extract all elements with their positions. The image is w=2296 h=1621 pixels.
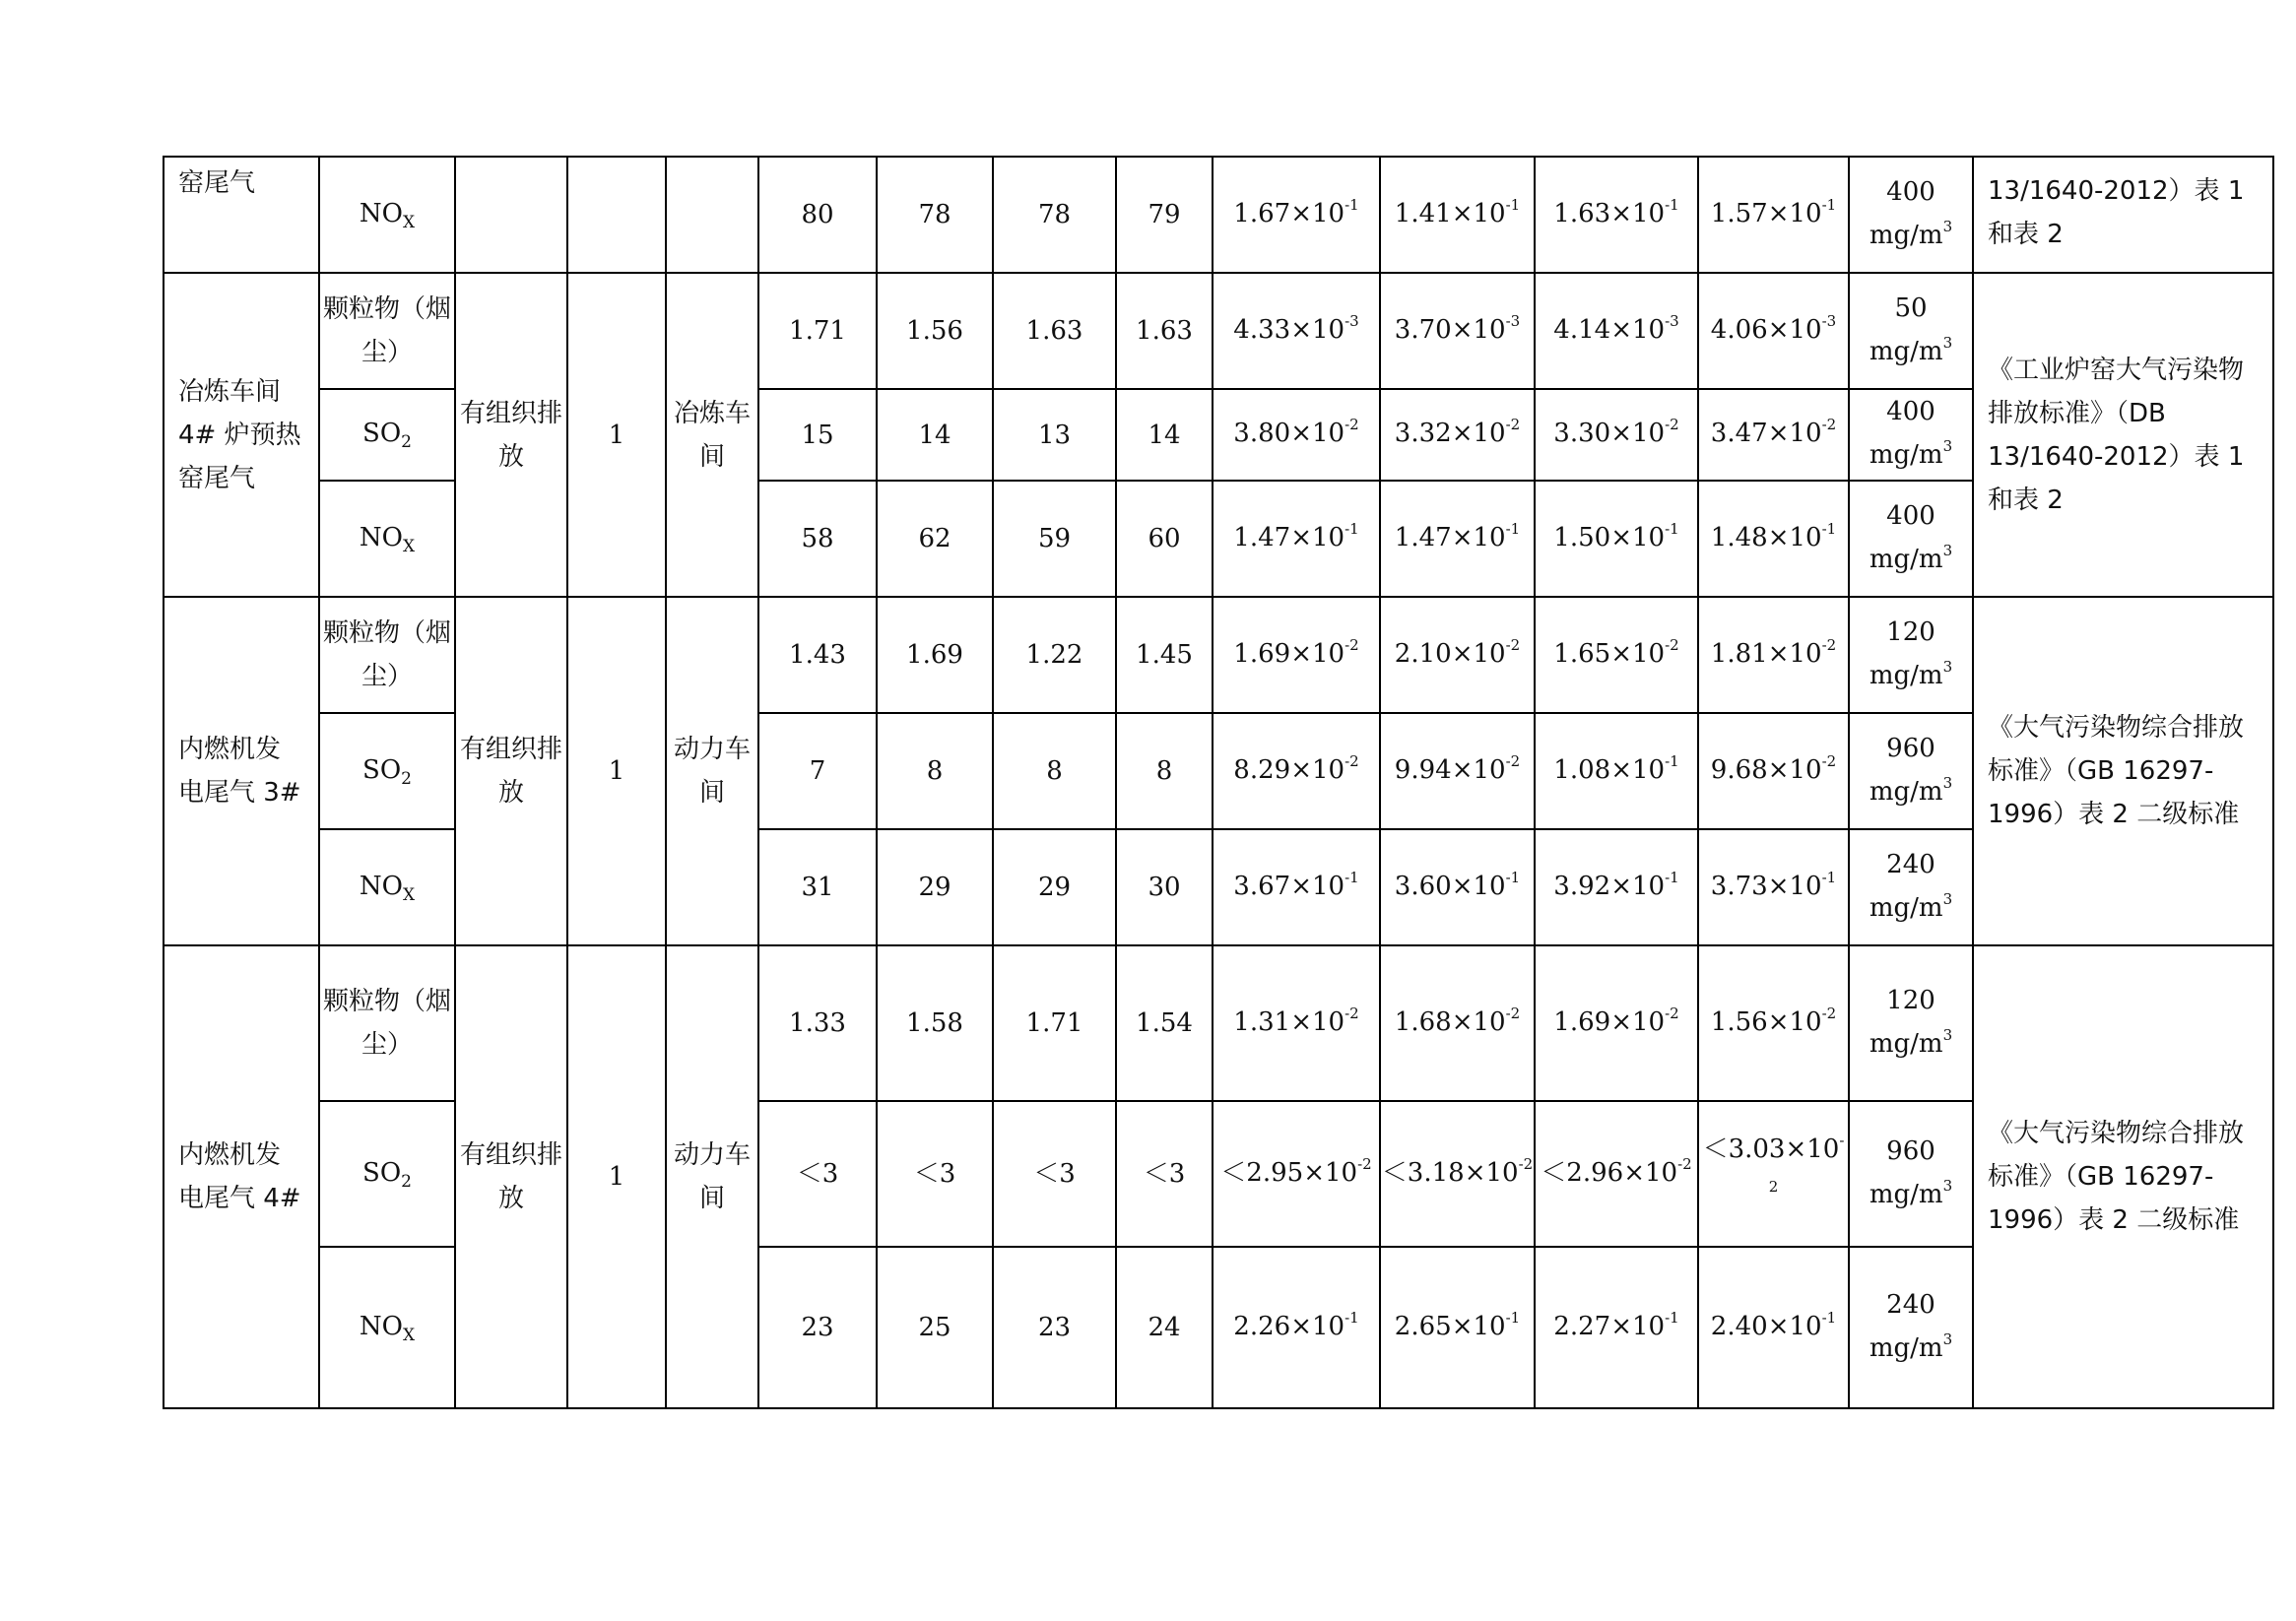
- rate-mantissa: 2.27×10: [1553, 1311, 1666, 1341]
- emission-rate-cell: [1698, 713, 1849, 829]
- emission-rate-cell: [1380, 1247, 1535, 1408]
- emission-rate-cell: [1380, 157, 1535, 273]
- pollutant-cell: [319, 1247, 455, 1408]
- concentration-cell: 1.71: [993, 945, 1116, 1101]
- pollutant-name: NO: [359, 522, 403, 552]
- rate-exponent: -1: [1821, 519, 1837, 538]
- pollutant-name: SO: [362, 1157, 402, 1188]
- emission-rate-cell: [1380, 945, 1535, 1101]
- concentration-cell: 8: [993, 713, 1116, 829]
- limit-cell: [1849, 273, 1973, 389]
- limit-value: 120: [1886, 616, 1935, 647]
- rate-exponent: -1: [1665, 751, 1679, 770]
- workshop-cell: 冶炼车间: [666, 273, 758, 597]
- rate-mantissa: 3.60×10: [1394, 871, 1506, 901]
- rate-mantissa: 1.48×10: [1710, 522, 1822, 552]
- rate-mantissa: 2.26×10: [1233, 1311, 1345, 1341]
- count-cell: 1: [567, 597, 666, 945]
- concentration-cell: 30: [1116, 829, 1213, 945]
- concentration-cell: 31: [758, 829, 877, 945]
- table-row: [164, 273, 2273, 389]
- pollutant-subscript: 2: [401, 768, 412, 789]
- concentration-cell: 14: [877, 389, 993, 481]
- emission-rate-cell: [1380, 273, 1535, 389]
- concentration-cell: 1.71: [758, 273, 877, 389]
- rate-mantissa: 9.68×10: [1710, 754, 1822, 785]
- emission-rate-cell: [1535, 481, 1698, 597]
- count-cell: 1: [567, 273, 666, 597]
- concentration-cell: 1.43: [758, 597, 877, 713]
- rate-exponent: -2: [1505, 751, 1521, 770]
- standard-cell: 13/1640-2012）表 1 和表 2: [1973, 157, 2273, 273]
- concentration-cell: 62: [877, 481, 993, 597]
- rate-exponent: -1: [1505, 868, 1521, 886]
- concentration-cell: 7: [758, 713, 877, 829]
- rate-exponent: -1: [1665, 195, 1679, 214]
- limit-cell: [1849, 829, 1973, 945]
- rate-exponent: -1: [1821, 195, 1837, 214]
- rate-exponent: -1: [1665, 1308, 1679, 1327]
- pollutant-cell: [319, 597, 455, 713]
- rate-mantissa: 1.69×10: [1553, 1006, 1666, 1037]
- limit-cell: [1849, 389, 1973, 481]
- rate-mantissa: 1.81×10: [1710, 638, 1822, 669]
- workshop-cell: 动力车间: [666, 945, 758, 1408]
- rate-exponent: -1: [1345, 868, 1359, 886]
- emission-source-cell: 窑尾气: [164, 157, 319, 273]
- rate-mantissa: 3.70×10: [1394, 314, 1506, 345]
- rate-exponent: -2: [1505, 416, 1521, 433]
- concentration-cell: 1.56: [877, 273, 993, 389]
- limit-unit: mg/m: [1869, 1179, 1943, 1209]
- rate-exponent: -2: [1345, 751, 1359, 770]
- rate-mantissa: 2.40×10: [1710, 1311, 1822, 1341]
- rate-mantissa: 1.57×10: [1710, 198, 1822, 228]
- workshop-cell: [666, 157, 758, 273]
- concentration-cell: 60: [1116, 481, 1213, 597]
- limit-cell: [1849, 597, 1973, 713]
- rate-exponent: -2: [1821, 635, 1837, 654]
- limit-unit: mg/m: [1869, 1332, 1943, 1363]
- limit-unit-exponent: 3: [1942, 1176, 1953, 1195]
- table-row: [164, 945, 2273, 1101]
- limit-value: 960: [1886, 733, 1935, 763]
- emission-rate-cell: [1698, 829, 1849, 945]
- pollutant-cell: [319, 157, 455, 273]
- concentration-cell: 29: [877, 829, 993, 945]
- limit-cell: [1849, 945, 1973, 1101]
- rate-mantissa: 1.68×10: [1394, 1006, 1506, 1037]
- emission-rate-cell: [1380, 829, 1535, 945]
- rate-mantissa: 3.80×10: [1233, 419, 1345, 448]
- rate-mantissa: 4.14×10: [1553, 314, 1666, 345]
- rate-mantissa: 1.31×10: [1233, 1006, 1345, 1037]
- rate-exponent: -3: [1345, 311, 1359, 330]
- pollutant-cell: [319, 713, 455, 829]
- concentration-cell: 14: [1116, 389, 1213, 481]
- emission-rate-cell: [1698, 597, 1849, 713]
- emission-rate-cell: [1380, 713, 1535, 829]
- concentration-cell: 23: [993, 1247, 1116, 1408]
- emission-rate-cell: [1380, 597, 1535, 713]
- limit-value: 400: [1886, 176, 1935, 207]
- limit-cell: [1849, 481, 1973, 597]
- pollutant-cell: [319, 829, 455, 945]
- limit-value: 960: [1886, 1135, 1935, 1166]
- method-cell: 有组织排放: [455, 273, 567, 597]
- emission-rate-cell: [1698, 389, 1849, 481]
- rate-exponent: -2: [1665, 416, 1679, 433]
- rate-mantissa: 8.29×10: [1233, 754, 1345, 785]
- concentration-cell: 1.69: [877, 597, 993, 713]
- rate-mantissa: 2.65×10: [1394, 1311, 1506, 1341]
- limit-unit-exponent: 3: [1942, 889, 1953, 908]
- rate-mantissa: ＜2.96×10: [1541, 1157, 1678, 1188]
- rate-exponent: -2: [1357, 1154, 1372, 1173]
- limit-value: 240: [1886, 849, 1935, 879]
- limit-unit-exponent: 3: [1942, 657, 1953, 676]
- rate-mantissa: 1.47×10: [1233, 522, 1345, 552]
- limit-cell: [1849, 713, 1973, 829]
- limit-unit: mg/m: [1869, 776, 1943, 807]
- emission-rate-cell: [1698, 273, 1849, 389]
- limit-unit-exponent: 3: [1942, 333, 1953, 352]
- emission-rate-cell: [1698, 1101, 1849, 1247]
- emission-rate-cell: [1535, 1101, 1698, 1247]
- rate-mantissa: ＜3.18×10: [1381, 1157, 1519, 1188]
- rate-exponent: -2: [1345, 635, 1359, 654]
- rate-exponent: -1: [1505, 195, 1521, 214]
- concentration-cell: 58: [758, 481, 877, 597]
- standard-cell: 《工业炉窑大气污染物排放标准》（DB 13/1640-2012）表 1 和表 2: [1973, 273, 2273, 597]
- emission-rate-cell: [1535, 157, 1698, 273]
- concentration-cell: 13: [993, 389, 1116, 481]
- rate-exponent: -2: [1665, 1004, 1679, 1022]
- rate-mantissa: 4.06×10: [1710, 314, 1822, 345]
- pollutant-name: 颗粒物（烟尘）: [322, 987, 451, 1060]
- limit-value: 240: [1886, 1289, 1935, 1320]
- rate-mantissa: 1.63×10: [1553, 198, 1666, 228]
- rate-mantissa: 1.47×10: [1394, 522, 1506, 552]
- emission-rate-cell: [1535, 945, 1698, 1101]
- emission-rate-cell: [1535, 1247, 1698, 1408]
- table-row: [164, 157, 2273, 273]
- emission-rate-cell: [1213, 1101, 1380, 1247]
- emission-rate-cell: [1698, 1247, 1849, 1408]
- rate-mantissa: 3.47×10: [1710, 419, 1822, 448]
- rate-mantissa: 3.32×10: [1394, 419, 1506, 448]
- pollutant-subscript: X: [402, 884, 416, 905]
- pollutant-cell: [319, 273, 455, 389]
- rate-exponent: -2: [1821, 1004, 1837, 1022]
- emission-source-cell: 冶炼车间 4# 炉预热窑尾气: [164, 273, 319, 597]
- rate-exponent: -2: [1345, 1004, 1359, 1022]
- rate-exponent: -2: [1677, 1154, 1692, 1173]
- count-cell: [567, 157, 666, 273]
- limit-unit: mg/m: [1869, 440, 1943, 470]
- rate-mantissa: 2.10×10: [1394, 638, 1506, 669]
- rate-exponent: -1: [1345, 195, 1359, 214]
- emission-rate-cell: [1535, 597, 1698, 713]
- concentration-cell: 15: [758, 389, 877, 481]
- pollutant-name: 颗粒物（烟尘）: [322, 618, 451, 691]
- concentration-cell: 1.33: [758, 945, 877, 1101]
- limit-unit: mg/m: [1869, 336, 1943, 366]
- concentration-cell: 29: [993, 829, 1116, 945]
- pollutant-cell: [319, 481, 455, 597]
- emission-rate-cell: [1213, 945, 1380, 1101]
- limit-unit-exponent: 3: [1942, 541, 1953, 559]
- concentration-cell: 23: [758, 1247, 877, 1408]
- limit-value: 120: [1886, 985, 1935, 1015]
- rate-exponent: -3: [1821, 311, 1837, 330]
- rate-exponent: -2: [1505, 635, 1521, 654]
- rate-mantissa: ＜2.95×10: [1220, 1157, 1358, 1188]
- count-cell: 1: [567, 945, 666, 1408]
- concentration-cell: 1.63: [993, 273, 1116, 389]
- pollutant-name: SO: [362, 419, 402, 448]
- concentration-cell: ＜3: [993, 1101, 1116, 1247]
- pollutant-name: NO: [359, 1311, 403, 1341]
- emission-monitoring-table: [163, 156, 2274, 1409]
- table-row: [164, 597, 2273, 713]
- limit-cell: [1849, 1101, 1973, 1247]
- concentration-cell: 8: [877, 713, 993, 829]
- rate-exponent: -1: [1821, 868, 1837, 886]
- limit-unit-exponent: 3: [1942, 437, 1953, 455]
- limit-unit: mg/m: [1869, 1028, 1943, 1059]
- method-cell: 有组织排放: [455, 945, 567, 1408]
- limit-unit-exponent: 3: [1942, 1329, 1953, 1348]
- rate-mantissa: 3.73×10: [1710, 871, 1822, 901]
- pollutant-cell: [319, 389, 455, 481]
- limit-unit-exponent: 3: [1942, 217, 1953, 235]
- concentration-cell: 1.45: [1116, 597, 1213, 713]
- emission-rate-cell: [1698, 481, 1849, 597]
- concentration-cell: 1.54: [1116, 945, 1213, 1101]
- emission-source-cell: 内燃机发电尾气 4#: [164, 945, 319, 1408]
- method-cell: 有组织排放: [455, 597, 567, 945]
- concentration-cell: 24: [1116, 1247, 1213, 1408]
- pollutant-cell: [319, 945, 455, 1101]
- standard-cell: 《大气污染物综合排放标准》（GB 16297-1996）表 2 二级标准: [1973, 945, 2273, 1408]
- limit-cell: [1849, 157, 1973, 273]
- rate-mantissa: 1.08×10: [1553, 754, 1666, 785]
- emission-rate-cell: [1213, 481, 1380, 597]
- rate-exponent: -1: [1345, 1308, 1359, 1327]
- concentration-cell: 59: [993, 481, 1116, 597]
- emission-rate-cell: [1213, 829, 1380, 945]
- concentration-cell: ＜3: [877, 1101, 993, 1247]
- rate-exponent: -3: [1505, 311, 1521, 330]
- concentration-cell: 1.63: [1116, 273, 1213, 389]
- rate-exponent: -1: [1505, 519, 1521, 538]
- rate-exponent: -1: [1345, 519, 1359, 538]
- limit-value: 400: [1886, 397, 1935, 426]
- pollutant-cell: [319, 1101, 455, 1247]
- emission-rate-cell: [1213, 713, 1380, 829]
- limit-unit-exponent: 3: [1942, 1025, 1953, 1044]
- concentration-cell: 79: [1116, 157, 1213, 273]
- emission-rate-cell: [1698, 945, 1849, 1101]
- concentration-cell: 78: [993, 157, 1116, 273]
- rate-exponent: -2: [1505, 1004, 1521, 1022]
- pollutant-subscript: X: [402, 1325, 416, 1345]
- rate-exponent: -2: [1518, 1154, 1534, 1173]
- limit-unit-exponent: 3: [1942, 773, 1953, 792]
- rate-mantissa: 3.30×10: [1553, 419, 1666, 448]
- limit-value: 50: [1894, 292, 1928, 323]
- rate-mantissa: 3.92×10: [1553, 871, 1666, 901]
- limit-unit: mg/m: [1869, 892, 1943, 923]
- standard-cell: 《大气污染物综合排放标准》（GB 16297-1996）表 2 二级标准: [1973, 597, 2273, 945]
- rate-exponent: -2: [1768, 1132, 1845, 1196]
- rate-exponent: -1: [1821, 1308, 1837, 1327]
- pollutant-subscript: X: [402, 536, 416, 556]
- limit-cell: [1849, 1247, 1973, 1408]
- rate-mantissa: 1.50×10: [1553, 522, 1666, 552]
- rate-mantissa: 1.41×10: [1394, 198, 1506, 228]
- rate-mantissa: 1.69×10: [1233, 638, 1345, 669]
- emission-rate-cell: [1213, 1247, 1380, 1408]
- concentration-cell: 25: [877, 1247, 993, 1408]
- pollutant-subscript: 2: [401, 1171, 412, 1192]
- emission-rate-cell: [1213, 597, 1380, 713]
- rate-mantissa: 9.94×10: [1394, 754, 1506, 785]
- emission-rate-cell: [1213, 273, 1380, 389]
- emission-rate-cell: [1380, 481, 1535, 597]
- emission-rate-cell: [1380, 1101, 1535, 1247]
- emission-rate-cell: [1535, 829, 1698, 945]
- rate-exponent: -1: [1665, 868, 1679, 886]
- emission-rate-cell: [1535, 273, 1698, 389]
- emission-rate-cell: [1535, 389, 1698, 481]
- emission-rate-cell: [1380, 389, 1535, 481]
- rate-mantissa: 1.56×10: [1710, 1006, 1822, 1037]
- rate-exponent: -2: [1821, 751, 1837, 770]
- rate-exponent: -3: [1665, 311, 1679, 330]
- emission-rate-cell: [1698, 157, 1849, 273]
- limit-unit: mg/m: [1869, 220, 1943, 250]
- concentration-cell: ＜3: [1116, 1101, 1213, 1247]
- concentration-cell: 80: [758, 157, 877, 273]
- pollutant-name: NO: [359, 198, 403, 228]
- rate-mantissa: 3.67×10: [1233, 871, 1345, 901]
- rate-mantissa: 1.65×10: [1553, 638, 1666, 669]
- rate-mantissa: ＜3.03×10: [1702, 1135, 1840, 1164]
- rate-exponent: -2: [1665, 635, 1679, 654]
- limit-unit: mg/m: [1869, 660, 1943, 690]
- rate-exponent: -2: [1345, 416, 1359, 433]
- rate-mantissa: 1.67×10: [1233, 198, 1345, 228]
- pollutant-name: SO: [362, 754, 402, 785]
- pollutant-name: 颗粒物（烟尘）: [322, 294, 451, 367]
- rate-exponent: -1: [1665, 519, 1679, 538]
- emission-rate-cell: [1213, 157, 1380, 273]
- concentration-cell: 78: [877, 157, 993, 273]
- method-cell: [455, 157, 567, 273]
- limit-unit: mg/m: [1869, 544, 1943, 574]
- rate-exponent: -2: [1821, 416, 1837, 433]
- rate-mantissa: 4.33×10: [1233, 314, 1345, 345]
- limit-value: 400: [1886, 500, 1935, 531]
- concentration-cell: 1.58: [877, 945, 993, 1101]
- pollutant-subscript: 2: [401, 432, 412, 452]
- workshop-cell: 动力车间: [666, 597, 758, 945]
- concentration-cell: ＜3: [758, 1101, 877, 1247]
- emission-source-cell: 内燃机发电尾气 3#: [164, 597, 319, 945]
- concentration-cell: 8: [1116, 713, 1213, 829]
- emission-rate-cell: [1213, 389, 1380, 481]
- pollutant-name: NO: [359, 871, 403, 901]
- pollutant-subscript: X: [402, 212, 416, 232]
- rate-exponent: -1: [1505, 1308, 1521, 1327]
- concentration-cell: 1.22: [993, 597, 1116, 713]
- emission-rate-cell: [1535, 713, 1698, 829]
